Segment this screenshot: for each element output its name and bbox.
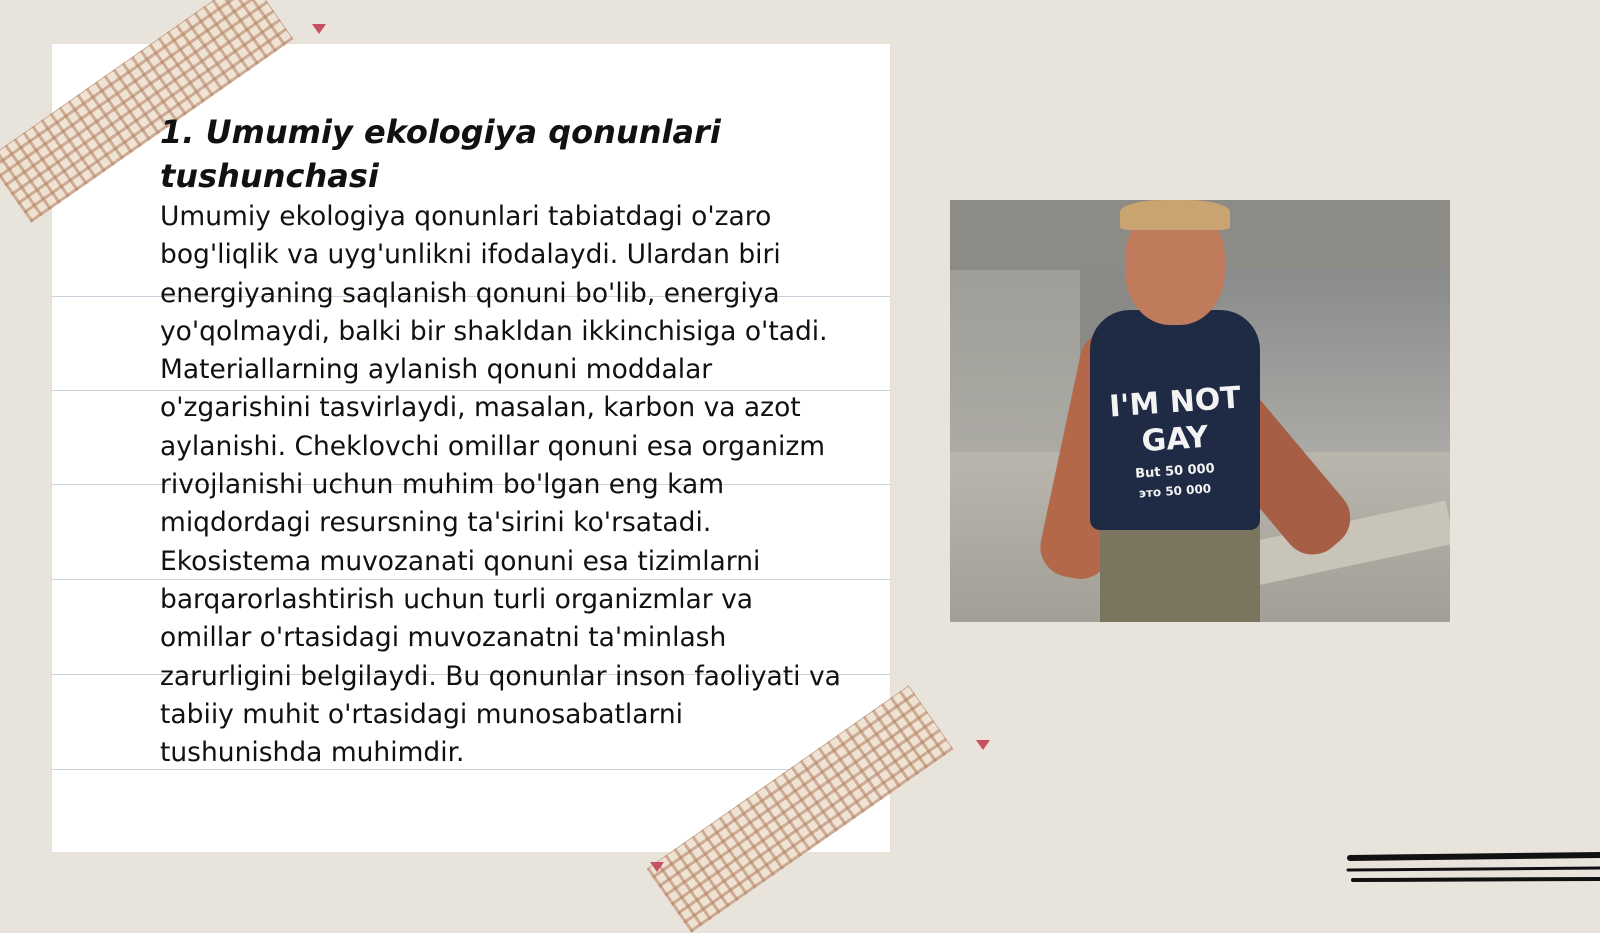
shirt-text-line3: But 50 000 [1134, 461, 1216, 482]
slide-photo [950, 200, 1450, 622]
photo-person-shirt [1090, 310, 1260, 530]
pin-icon [976, 740, 990, 750]
scribble-decoration [1345, 850, 1600, 890]
slide-title: 1. Umumiy ekologiya qonunlari tushunchasi [160, 113, 721, 195]
photo-person-hair [1120, 200, 1230, 230]
pin-icon [312, 24, 326, 34]
shirt-text-line4: это 50 000 [1138, 481, 1212, 501]
slide-content [160, 110, 850, 772]
shirt-text-line2: GAY [1140, 419, 1210, 460]
shirt-text-line1: I'M NOT [1108, 380, 1242, 425]
slide-body-text: Umumiy ekologiya qonunlari tabiatdagi o'zaro bog'liqlik va uyg'unlikni ifodalaydi. Ulardan biri energiyaning saqlanish qonuni bo'lib, energiya yo'qolmaydi, balki bir shakldan ikkinchisiga o'tadi. Materiallarning aylanish qonuni moddalar o'zgarishini tasvirlaydi, masalan, karbon va azot aylanishi. Cheklovchi omillar qonuni esa organizm rivojlanishi uchun muhim bo'lgan eng kam miqdordagi resursning ta'sirini ko'rsatadi. Ekosistema muvozanati qonuni esa tizimlarni barqarorlashtirish uchun turli organizmlar va omillar o'rtasidagi muvozanatni ta'minlash zarurligini belgilaydi. Bu qonunlar inson faoliyati va tabiiy muhit o'rtasidagi munosabatlarni tushunishda muhimdir. [160, 201, 841, 769]
photo-person-pants [1100, 520, 1260, 622]
